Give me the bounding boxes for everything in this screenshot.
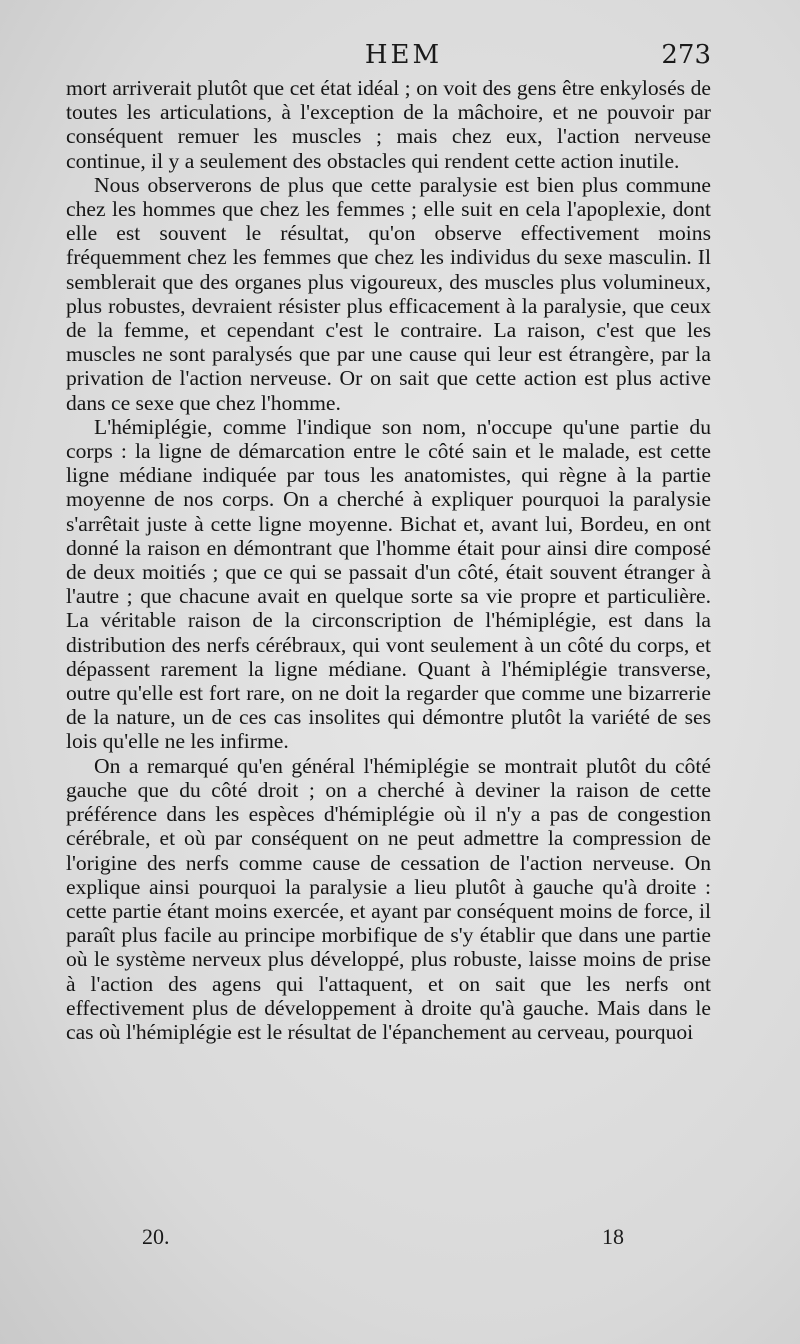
sheet-number: 18	[602, 1224, 624, 1249]
paragraph: Nous observerons de plus que cette paralysie est bien plus commune chez les hommes que chez les femmes ; elle suit en cela l'apoplexie, dont elle est souvent le résultat, qu'on observe effectivement moins fréquemment chez les femmes que chez les individus du sexe masculin. Il semblerait que des organes plus vigoureux, des muscles plus volumineux, plus robustes, devraient résister plus efficacement à la paralysie, que ceux de la femme, et cependant c'est le contraire. La raison, c'est que les muscles ne sont paralysés que par une cause qui leur est étrangère, par la privation de l'action nerveuse. Or on sait que cette action est plus active dans ce sexe que chez l'homme.	[66, 172, 711, 415]
body-text	[66, 76, 711, 1044]
running-head: HEM	[364, 40, 443, 70]
page-number: 273	[661, 40, 711, 70]
paragraph: On a remarqué qu'en général l'hémiplégie se montrait plutôt du côté gauche que du côté droit ; on a cherché à deviner la raison de cette préférence dans les espèces d'hémiplégie où il n'y a pas de congestion cérébrale, et où par conséquent on ne peut admettre la compression de l'origine des nerfs comme cause de cessation de l'action nerveuse. On explique ainsi pourquoi la paralysie a lieu plutôt à gauche qu'à droite : cette partie étant moins exercée, et ayant par conséquent moins de force, il paraît plus facile au principe morbifique de s'y établir que dans une partie où le système nerveux plus développé, plus robuste, laisse moins de prise à l'action des agens qui l'attaquent, et on sait que les nerfs ont effectivement plus de développement à droite qu'à gauche. Mais dans le cas où l'hémiplégie est le résultat de l'épanchement au cerveau, pourquoi	[66, 753, 711, 1044]
signature-mark: 20.	[142, 1224, 170, 1249]
paragraph-continuation: mort arriverait plutôt que cet état idéal ; on voit des gens être enkylosés de toutes les articulations, à l'exception de la mâchoire, et ne pouvoir par conséquent remuer les muscles ; mais chez eux, l'action nerveuse continue, il y a seulement des obstacles qui rendent cette action inutile.	[66, 76, 711, 173]
paragraph: L'hémiplégie, comme l'indique son nom, n'occupe qu'une partie du corps : la ligne de démarcation entre le côté sain et le malade, est cette ligne médiane indiquée par tous les anatomistes, qui règne à la partie moyenne de nos corps. On a cherché à expliquer pourquoi la paralysie s'arrêtait juste à cette ligne moyenne. Bichat et, avant lui, Bordeu, en ont donné la raison en démontrant que l'homme était pour ainsi dire composé de deux moitiés ; que ce qui se passait d'un côté, était souvent étranger à l'autre ; que chacune avait en quelque sorte sa vie propre et particulière. La véritable raison de la circonscription de l'hémiplégie, est dans la distribution des nerfs cérébraux, qui vont seulement à un côté du corps, et dépassent rarement la ligne médiane. Quant à l'hémiplégie transverse, outre qu'elle est fort rare, on ne doit la regarder que comme une bizarrerie de la nature, un de ces cas insolites qui démontre plutôt la variété de ses lois qu'elle ne les infirme.	[66, 414, 711, 754]
page-footer	[66, 1224, 711, 1254]
page-header	[66, 40, 711, 76]
